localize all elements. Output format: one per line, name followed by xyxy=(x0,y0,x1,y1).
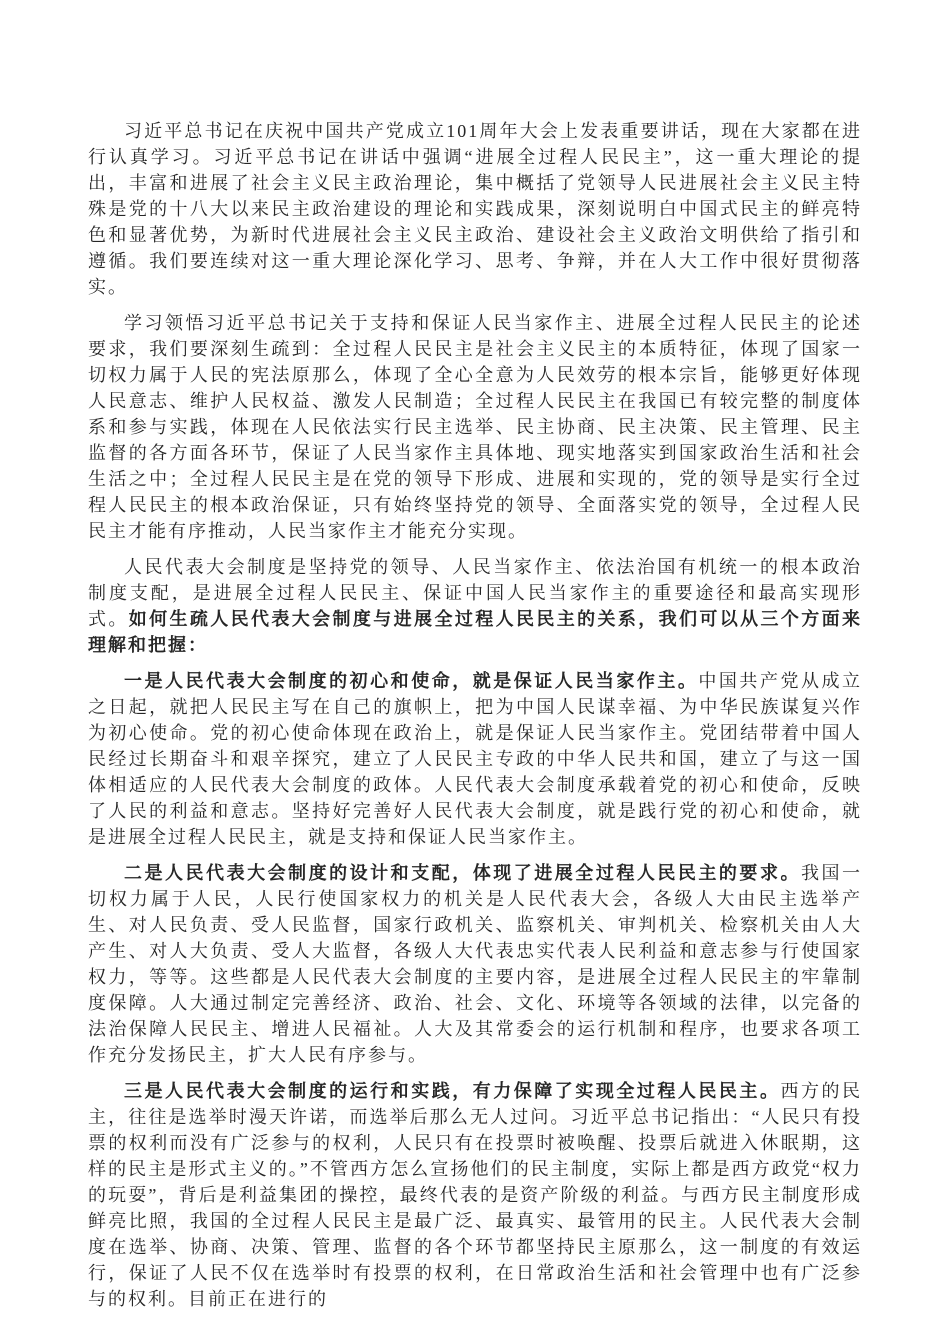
paragraph xyxy=(88,554,862,658)
paragraph-text: 中国共产党从成立之日起，就把人民民主写在自己的旗帜上，把为中国人民谋幸福、为中华民族谋复兴作为初心使命。党的初心使命体现在政治上，就是保证人民当家作主。党团结带着中国人民经过长期奋斗和艰辛探究，建立了人民民主专政的中华人民共和国，建立了与这一国体相适应的人民代表大会制度的政体。人民代表大会制度承载着党的初心和使命，反映了人民的利益和意志。坚持好完善好人民代表大会制度，就是践行党的初心和使命，就是进展全过程人民民主，就是支持和保证人民当家作主。 xyxy=(88,671,863,847)
paragraph-text: 学习领悟习近平总书记关于支持和保证人民当家作主、进展全过程人民民主的论述要求，我们要深刻生疏到：全过程人民民主是社会主义民主的本质特征，体现了国家一切权力属于人民的宪法原那么，体现了全心全意为人民效劳的根本宗旨，能够更好体现人民意志、维护人民权益、激发人民制造；全过程人民民主在我国已有较完整的制度体系和参与实践，体现在人民依法实行民主选举、民主协商、民主决策、民主管理、民主监督的各方面各环节，保证了人民当家作主具体地、现实地落实到国家政治生活和社会生活之中；全过程人民民主是在党的领导下形成、进展和实现的，党的领导是实行全过程人民民主的根本政治保证，只有始终坚持党的领导、全面落实党的领导，全过程人民民主才能有序推动，人民当家作主才能充分实现。 xyxy=(88,313,862,541)
paragraph xyxy=(88,118,862,300)
document-body xyxy=(88,118,862,1312)
paragraph-text: 人民代表大会制度是坚持党的领导、人民当家作主、依法治国有机统一的根本政治制度支配，是进展全过程人民民主、保证中国人民当家作主的重要途径和最高实现形式。 xyxy=(88,557,862,629)
paragraph-emphasis: 三是人民代表大会制度的运行和实践，有力保障了实现全过程人民民主。 xyxy=(124,1081,781,1101)
paragraph-emphasis: 如何生疏人民代表大会制度与进展全过程人民民主的关系，我们可以从三个方面来理解和把握： xyxy=(88,609,863,655)
paragraph-emphasis: 二是人民代表大会制度的设计和支配，体现了进展全过程人民民主的要求。 xyxy=(124,863,801,883)
paragraph-text: 西方的民主，往往是选举时漫天许诺，而选举后那么无人过问。习近平总书记指出：“人民只有投票的权利而没有广泛参与的权利，人民只有在投票时被唤醒、投票后就进入休眠期，这样的民主是形式主义的。”不管西方怎么宣扬他们的民主制度，实际上都是西方政党“权力的玩耍”，背后是利益集团的操控，最终代表的是资产阶级的利益。与西方民主制度形成鲜亮比照，我国的全过程人民民主是最广泛、最真实、最管用的民主。人民代表大会制度在选举、协商、决策、管理、监督的各个环节都坚持民主原那么，这一制度的有效运行，保证了人民不仅在选举时有投票的权利，在日常政治生活和社会管理中也有广泛参与的权利。目前正在进行的 xyxy=(88,1081,863,1309)
paragraph xyxy=(88,668,862,850)
paragraph xyxy=(88,1078,862,1312)
paragraph xyxy=(88,310,862,544)
paragraph xyxy=(88,860,862,1068)
paragraph-text: 我国一切权力属于人民，人民行使国家权力的机关是人民代表大会，各级人大由民主选举产生、对人民负责、受人民监督，国家行政机关、监察机关、审判机关、检察机关由人大产生、对人大负责、受人大监督，各级人大代表忠实代表人民利益和意志参与行使国家权力，等等。这些都是人民代表大会制度的主要内容，是进展全过程人民民主的牢靠制度保障。人大通过制定完善经济、政治、社会、文化、环境等各领域的法律，以完备的法治保障人民民主、增进人民福祉。人大及其常委会的运行机制和程序，也要求各项工作充分发扬民主，扩大人民有序参与。 xyxy=(88,863,862,1065)
paragraph-text: 习近平总书记在庆祝中国共产党成立101周年大会上发表重要讲话，现在大家都在进行认真学习。习近平总书记在讲话中强调“进展全过程人民民主”，这一重大理论的提出，丰富和进展了社会主义民主政治理论，集中概括了党领导人民进展社会主义民主特殊是党的十八大以来民主政治建设的理论和实践成果，深刻说明白中国式民主的鲜亮特色和显著优势，为新时代进展社会主义民主政治、建设社会主义政治文明供给了指引和遵循。我们要连续对这一重大理论深化学习、思考、争辩，并在人大工作中很好贯彻落实。 xyxy=(88,121,862,297)
paragraph-emphasis: 一是人民代表大会制度的初心和使命，就是保证人民当家作主。 xyxy=(124,671,699,691)
